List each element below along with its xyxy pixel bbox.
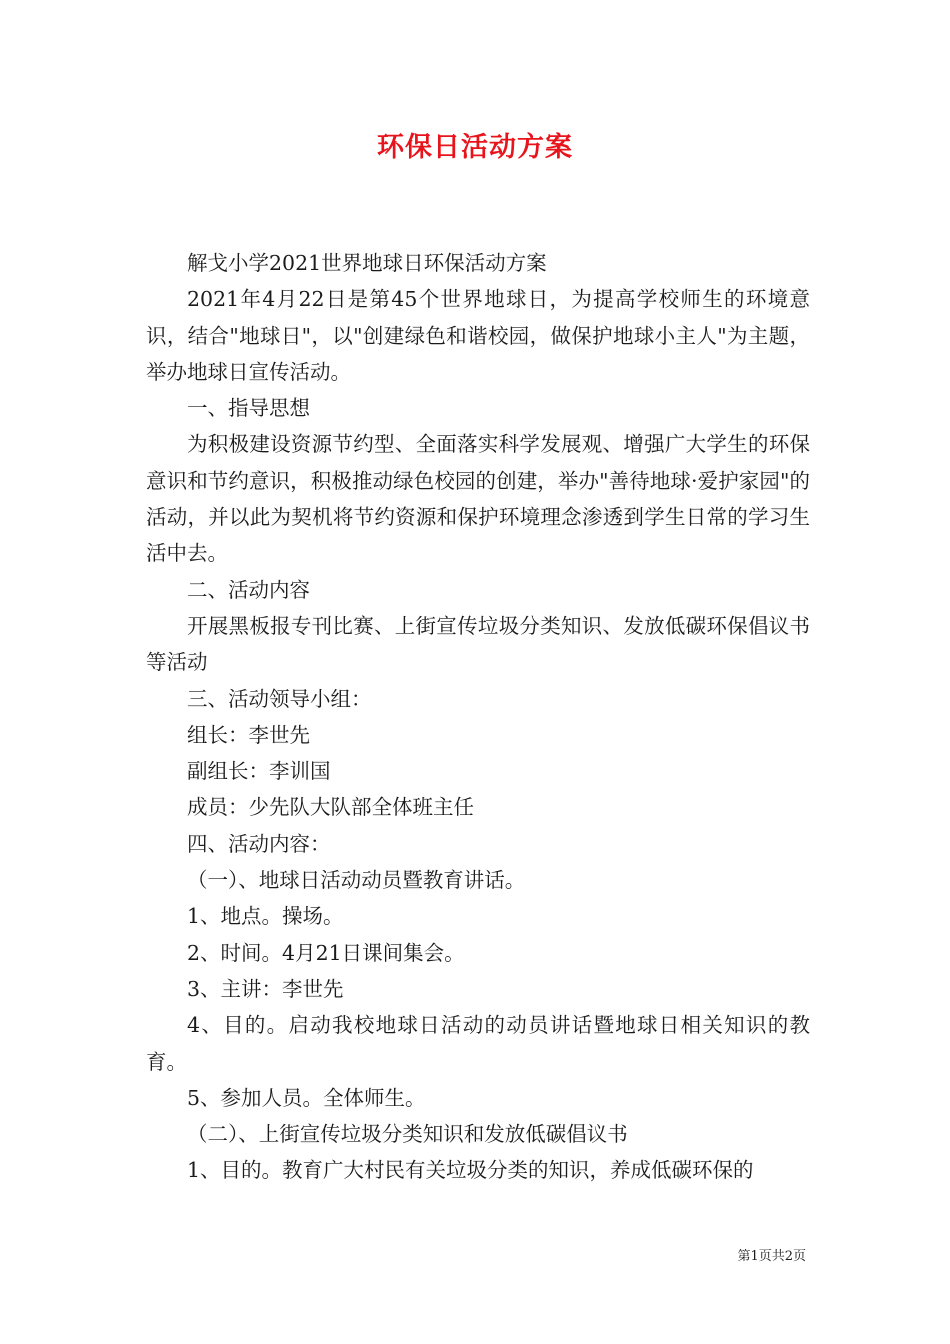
document-body xyxy=(146,245,810,1189)
list-item-time: 2、时间。4月21日课间集会。 xyxy=(187,940,465,965)
section-heading-guiding-thought: 一、指导思想 xyxy=(187,396,310,421)
subsection-heading-mobilization: （一）、地球日活动动员暨教育讲话。 xyxy=(187,868,526,893)
list-item-purpose: 4、目的。启动我校地球日活动的动员讲话暨地球日相关知识的教育。 xyxy=(146,1013,810,1074)
leader-line: 组长：李世先 xyxy=(187,722,310,747)
list-item-participants: 5、参加人员。全体师生。 xyxy=(187,1085,426,1110)
section-heading-activity-content: 二、活动内容 xyxy=(187,577,310,602)
document-title: 环保日活动方案 xyxy=(377,132,573,163)
paragraph-intro: 2021年4月22日是第45个世界地球日，为提高学校师生的环境意识，结合"地球日"，以"创建绿色和谐校园，做保护地球小主人"为主题，举办地球日宣传活动。 xyxy=(146,287,810,384)
paragraph-guiding-thought: 为积极建设资源节约型、全面落实科学发展观、增强广大学生的环保意识和节约意识，积极推动绿色校园的创建，举办"善待地球·爱护家园"的活动，并以此为契机将节约资源和保护环境理念渗透到学生日常的学习生活中去。 xyxy=(146,432,810,566)
section-heading-leadership: 三、活动领导小组： xyxy=(187,686,372,711)
page-number-footer: 第1页共2页 xyxy=(737,1249,806,1264)
paragraph-activity-content: 开展黑板报专刊比赛、上街宣传垃圾分类知识、发放低碳环保倡议书等活动 xyxy=(146,613,810,675)
paragraph-heading-school: 解戈小学2021世界地球日环保活动方案 xyxy=(187,251,547,275)
subsection-heading-street-promotion: （二）、上街宣传垃圾分类知识和发放低碳倡议书 xyxy=(187,1122,628,1147)
section-heading-activity-details: 四、活动内容： xyxy=(187,831,331,856)
deputy-leader-line: 副组长：李训国 xyxy=(187,759,331,784)
list-item-location: 1、地点。操场。 xyxy=(187,904,344,929)
members-line: 成员：少先队大队部全体班主任 xyxy=(187,795,474,820)
list-item-street-purpose: 1、目的。教育广大村民有关垃圾分类的知识，养成低碳环保的 xyxy=(187,1158,754,1183)
list-item-speaker: 3、主讲：李世先 xyxy=(187,976,344,1001)
